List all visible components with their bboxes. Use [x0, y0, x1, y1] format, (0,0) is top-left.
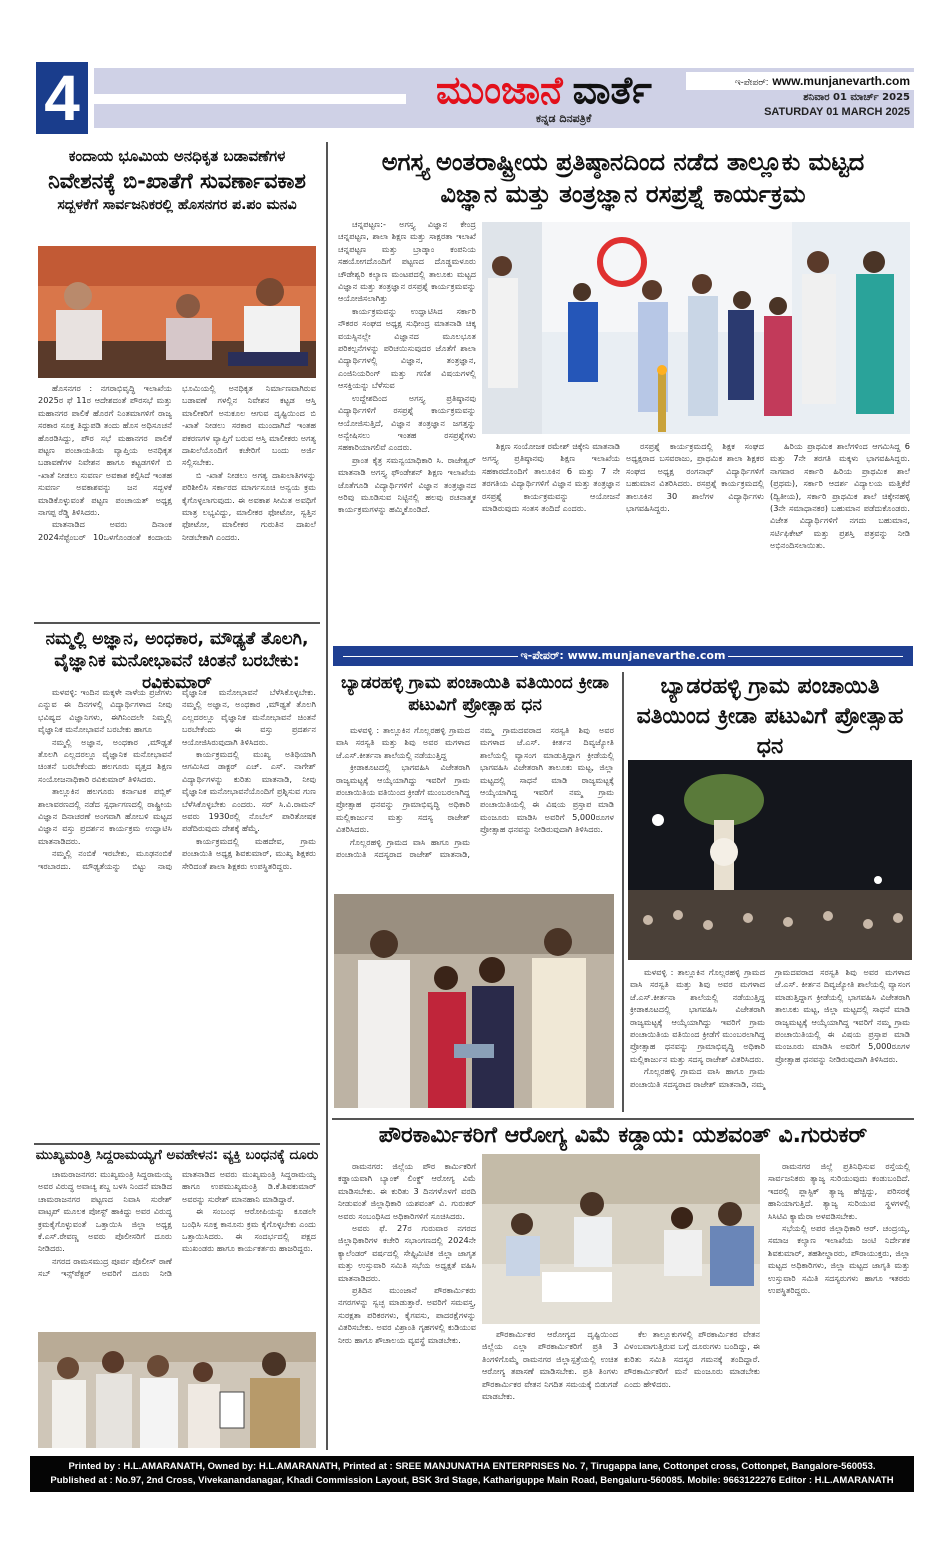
imprint-line-printed: Printed by : H.L.AMARANATH, Owned by: H.L.AMARANATH, Printed at : SREE MANJUNATHA ENTERPRISES No. 7, Tirugappa lane, Cottonpet cross, Cottonpet, Bangalore-560053. — [68, 1461, 876, 1472]
article-subhead: ಸದ್ಬಳಕೆಗೆ ಸಾರ್ವಜನಿಕರಲ್ಲಿ ಹೊಸನಗರ ಪ.ಪಂ ಮನವಿ — [57, 197, 297, 214]
article-body-col2 — [482, 1328, 618, 1450]
article-paragraph: ತಾಲ್ಲೂಕಿನ ಹಲಗೂರು ಕರ್ನಾಟಕ ಪಬ್ಲಿಕ್ ಶಾಲಾವರಣದಲ್ಲಿ ನಡೆದ ಸ್ಪರ್ಧಾಗಣದಲ್ಲಿ ರಾಷ್ಟ್ರೀಯ ವಿಜ್ಞಾನ ದಿನಾಚರಣೆ ಅಂಗವಾಗಿ ಹೋಬಳಿ ಮಟ್ಟದ ವಿಜ್ಞಾನ ವಸ್ತು ಪ್ರದರ್ಶನ ಕಾರ್ಯಕ್ರಮ ಉದ್ಘಾಟಿಸಿ ಮಾತನಾಡಿದರು. — [38, 786, 172, 846]
article-photo — [334, 894, 614, 1108]
article-paragraph: ಮಳವಳ್ಳಿ : ತಾಲ್ಲೂಕಿನ ಗೊಲ್ಲರಹಳ್ಳಿ ಗ್ರಾಮದ ವಾಸಿ ಸರಸ್ವತಿ ಮತ್ತು ಶಿವು ಅವರ ಮಗಳಾದ ಜೆ.ಎಸ್.ಕೀರ್ತನಾ ಶಾಲೆಯಲ್ಲಿ ನಡೆಯುತ್ತಿದ್ದ ಕ್ರೀಡಾಕೂಟದಲ್ಲಿ ಭಾಗವಹಿಸಿ ವಿಜೇತರಾಗಿ ರಾಜ್ಯಮಟ್ಟಕ್ಕೆ ಆಯ್ಕೆಯಾಗಿದ್ದು ಇವರಿಗೆ ಗ್ರಾಮ ಪಂಚಾಯಿತಿಯ ವತಿಯಿಂದ ಕ್ರೀಡೆಗೆ ಮುಂಬರಲಾಗಿದ್ದ ಪ್ರೋತ್ಸಾಹ ಧನವನ್ನು ಗ್ರಾಮಾಭಿವೃದ್ಧಿ ಅಧಿಕಾರಿ ಮಲ್ಲಿಕಾರ್ಜುನ ಮತ್ತು ಸದಸ್ಯ ರಾಜೇಶ್ ವಿತರಿಸಿದರು. — [630, 967, 765, 1064]
article-paragraph: ನಮ್ಮಲ್ಲಿ ನಂಬಿಕೆ ಇರಬೇಕು, ಮೂಢನಂಬಿಕೆ ಇರಬಾರದು. ಮೌಢ್ಯತೆಯನ್ನು ಬಿಟ್ಟು ನಾವು ವೈಜ್ಞಾನಿಕ ಮನೋಭಾವನೆ ಬೆಳೆಸಿಕೊಳ್ಳಬೇಕು. ನಮ್ಮಲ್ಲಿ ಅಜ್ಞಾನ, ಅಂಧಕಾರ ,ಮೌಢ್ಯತೆ ತೊಲಗಿ ಎಲ್ಲದರಲ್ಲೂ ವೈಜ್ಞಾನಿಕ ಮನೋಭಾವನೆ ಚಿಂತನೆ ಬರಬೇಕೆಂದು ಈ ವಸ್ತು ಪ್ರದರ್ಶನ ಆಯೋಜಿಸಿರುವುದಾಗಿ ತಿಳಿಸಿದರು. — [38, 687, 316, 871]
article-paragraph: ಶಿಕ್ಷಣ ಸಂಯೋಜಕ ರಮೇಶ್ ಚಿಕ್ಕೇನಿ ಮಾತನಾಡಿ ಅಗಸ್ತ್ಯ ಪ್ರತಿಷ್ಠಾನವು ಶಿಕ್ಷಣ ಇಲಾಖೆಯ ಸಹಕಾರದೊಂದಿಗೆ ತಾಲೂಕಿನ 6 ಮತ್ತು 7 ನೇ ತರಗತಿಯ ವಿದ್ಯಾರ್ಥಿಗಳಿಗೆ ವಿಜ್ಞಾನ ಮತ್ತು ತಂತ್ರಜ್ಞಾನ ರಸಪ್ರಶ್ನೆ ಕಾರ್ಯಕ್ರಮವನ್ನು ಆಯೋಜನೆ ಮಾಡಿರುವುದು ಸಂತಸ ತಂದಿದೆ ಎಂದರು. — [482, 441, 620, 514]
masthead — [36, 62, 914, 136]
band-url[interactable]: www.munjanevarthe.com — [567, 649, 726, 662]
epaper-prefix: ಇ-ಪೇಪರ್: — [734, 77, 769, 87]
article-siddaramaiah — [34, 1146, 320, 1450]
article-body — [336, 724, 614, 892]
article-ravikumar — [34, 626, 320, 1141]
article-kicker — [332, 672, 618, 716]
article-headline: ಅಗಸ್ತ್ಯ ಅಂತರಾಷ್ಟ್ರೀಯ ಪ್ರತಿಷ್ಠಾನದಿಂದ ನಡೆದ ತಾಲ್ಲೂಕು ಮಟ್ಟದ ವಿಜ್ಞಾನ ಮತ್ತು ತಂತ್ರಜ್ಞಾನ ರಸಪ್ರಶ್ನೆ ಕಾರ್ಯಕ್ರಮ — [381, 148, 865, 208]
article-paragraph: ಬಿ -ಖಾತೆ ನೀಡಲು ಅಗತ್ಯ ದಾಖಲಾತಿಗಳನ್ನು ಪರಿಶೀಲಿಸಿ ಸರ್ಕಾರದ ಮಾರ್ಗಸೂಚಿ ಅನ್ವಯ ಕ್ರಮ ಕೈಗೊಳ್ಳಲಾಗುವುದು. ಈ ಅವಕಾಶ ಸೀಮಿತ ಅವಧಿಗೆ ಮಾತ್ರ ಲಭ್ಯವಿದ್ದು, ಮಾಲೀಕರ ಫೋಟೋ, ಸ್ವತ್ತಿನ ಫೋಟೋ, ಮಾಲೀಕರ ಗುರುತಿನ ದಾಖಲೆ ನೀಡಬೇಕಾಗಿ ಎಂದರು. — [182, 469, 316, 542]
section-divider — [34, 622, 320, 624]
article-photo — [38, 246, 316, 378]
article-byadarahalli-large — [626, 672, 914, 1112]
article-body-col4 — [770, 440, 910, 640]
article-body-col1 — [338, 1160, 476, 1450]
article-headline: ಬ್ಯಾಡರಹಳ್ಳಿ ಗ್ರಾಮ ಪಂಚಾಯಿತಿ ವತಿಯಿಂದ ಕ್ರೀಡಾ ಪಟುವಿಗೆ ಪ್ರೋತ್ಸಾಹ ಧನ — [636, 674, 904, 759]
article-headline: ನಿವೇಶನಕ್ಕೆ ಬಿ-ಖಾತೆಗೆ ಸುವರ್ಣಾವಕಾಶ — [48, 169, 306, 194]
article-paragraph: ಹಿರಿಯ ಪ್ರಾಥಮಿಕ ಶಾಲೆಗಳಿಂದ ಆಗಮಿಸಿದ್ದ 6 ಮತ್ತು 7ನೇ ತರಗತಿ ಮಕ್ಕಳು ಭಾಗವಹಿಸಿದ್ದರು. ನಾಗವಾರ ಸರ್ಕಾರಿ ಹಿರಿಯ ಪ್ರಾಥಮಿಕ ಶಾಲೆ (ಪ್ರಥಮ), ಸರ್ಕಾರಿ ಆದರ್ಶ ವಿದ್ಯಾಲಯ ಮತ್ತಿಕೆರೆ (ದ್ವಿತೀಯ), ಸರ್ಕಾರಿ ಪ್ರಾಥಮಿಕ ಶಾಲೆ ಚಿಕ್ಕೇನಹಳ್ಳಿ (3ನೇ ಸಮಾಧಾನಕರ) ಬಹುಮಾನ ಪಡೆದುಕೊಂಡರು. ವಿಜೇತ ವಿದ್ಯಾರ್ಥಿಗಳಿಗೆ ನಗದು ಬಹುಮಾನ, ಸರ್ಟಿಫಿಕೇಟ್ ಮತ್ತು ಪ್ರಶಸ್ತಿ ಪತ್ರವನ್ನು ನೀಡಿ ಅಭಿನಂದಿಸಲಾಯಿತು. — [770, 441, 910, 551]
award-handover-photo — [334, 894, 614, 1108]
date-english: SATURDAY 01 MARCH 2025 — [764, 106, 910, 118]
section-divider — [34, 1143, 320, 1145]
article-paragraph: ನಮ್ಮಲ್ಲಿ ಅಜ್ಞಾನ, ಅಂಧಕಾರ ,ಮೌಢ್ಯತೆ ತೊಲಗಿ ಎಲ್ಲದರಲ್ಲೂ ವೈಜ್ಞಾನಿಕ ಮನೋಭಾವನೆ ಚಿಂತನೆ ಬರಬೇಕೆಂದು ಹಲಗೂರು ವೃತ್ತದ ಶಿಕ್ಷಣ ಸಂಯೋಜನಾಧಿಕಾರಿ ರವಿಕುಮಾರ್ ತಿಳಿಸಿದರು. — [38, 736, 172, 784]
section-divider — [332, 1118, 914, 1120]
article-paragraph: ರಾಮನಗರ ಜಿಲ್ಲೆ ಪ್ರತಿನಿಧಿಸುವ ರಸ್ತೆಯಲ್ಲಿ ಸಾರ್ವಜನಿಕರು ತ್ಯಾಜ್ಯ ಸುರಿಯುವುದು ಕಂಡುಬಂದಿದೆ. ಇದರಲ್ಲಿ ಪ್ಲಾಸ್ಟಿಕ್ ತ್ಯಾಜ್ಯ ಹೆಚ್ಚಿದ್ದು, ಪರಿಸರಕ್ಕೆ ಹಾನಿಯಾಗುತ್ತಿದೆ. ತ್ಯಾಜ್ಯ ಸುರಿಯುವ ಸ್ಥಳಗಳಲ್ಲಿ ಸಿಸಿಟಿವಿ ಕ್ಯಾಮೆರಾ ಅಳವಡಿಸಬೇಕು. — [768, 1161, 910, 1221]
date-kannada: ಶನಿವಾರ 01 ಮಾರ್ಚ್ 2025 — [803, 92, 910, 103]
article-paragraph: ಅವರು ಫೆ. 27ರ ಗುರುವಾರ ನಗರದ ಜಿಲ್ಲಾಧಿಕಾರಿಗಳ ಕಚೇರಿ ಸಭಾಂಗಣದಲ್ಲಿ 2024ನೇ ಕ್ಯಾಲೆಂಡರ್ ವರ್ಷದಲ್ಲಿ ಸೇಫ್ಟಿಮಿಟಿಕ ಜಿಲ್ಲಾ ಜಾಗೃತ ಮತ್ತು ಉಸ್ತುವಾರಿ ಸಮಿತಿ ಸಭೆಯ ಅಧ್ಯಕ್ಷತೆ ವಹಿಸಿ ಮಾತನಾಡಿದರು. — [338, 1223, 476, 1283]
band-prefix: ಇ-ಪೇಪರ್: — [520, 649, 564, 662]
article-body — [38, 382, 316, 610]
article-agastya — [332, 142, 914, 642]
article-paragraph: ರಾಮನಗರ: ಜಿಲ್ಲೆಯ ಪೌರ ಕಾರ್ಮಿಕರಿಗೆ ಕಡ್ಡಾಯವಾಗಿ ಬ್ಯಾಂಕ್ ಲಿಂಕ್ಡ್ ಆರೋಗ್ಯ ವಿಮೆ ಮಾಡಿಸಬೇಕು. ಈ ಕುರಿತು 3 ದಿನಗಳೊಳಗೆ ವರದಿ ನೀಡುವಂತೆ ಜಿಲ್ಲಾಧಿಕಾರಿ ಯಶವಂತ್ ವಿ. ಗುರುಕರ್ ಅವರು ಸಂಬಂಧಿಸಿದ ಅಧಿಕಾರಿಗಳಿಗೆ ಸೂಚಿಸಿದರು. — [338, 1161, 476, 1221]
article-paragraph: ಪ್ರತಿದಿನ ಮುಂಜಾನೆ ಪೌರಕಾರ್ಮಿಕರು ನಗರಗಳನ್ನು ಸ್ವಚ್ಛ ಮಾಡುತ್ತಾರೆ. ಅವರಿಗೆ ಸಮವಸ್ತ್ರ, ಸುರಕ್ಷತಾ ಪರಿಕರಗಳು, ಕೈಗವಸು, ಪಾದರಕ್ಷೆಗಳನ್ನು ವಿತರಿಸಬೇಕು. ಅವರ ವಿಶ್ರಾಂತಿ ಗೃಹಗಳಲ್ಲಿ ಕುಡಿಯುವ ನೀರು ಹಾಗೂ ಶೌಚಾಲಯ ವ್ಯವಸ್ಥೆ ಮಾಡಬೇಕು. — [338, 1285, 476, 1345]
article-headline: ಪೌರಕಾರ್ಮಿಕರಿಗೆ ಆರೋಗ್ಯ ವಿಮೆ ಕಡ್ಡಾಯ: ಯಶವಂತ್ ವಿ.ಗುರುಕರ್ — [378, 1123, 868, 1148]
article-paragraph: ಹೊಸನಗರ : ನಗರಾಭಿವೃದ್ಧಿ ಇಲಾಖೆಯ 2025ರ ಫೆ 11ರ ಆದೇಶದಂತೆ ಪೌರಸಭೆ ಮತ್ತು ಮಹಾನಗರ ಪಾಲಿಕೆ ಹೊರಗೆ ನಿಂತಮಾಗಳಿಗೆ ರಾಜ್ಯ ಸರಕಾರ ಸೂಕ್ತ ತಿದ್ದುಪಡಿ ತಂದು ಹೊಸ ಅಧಿಸೂಚನೆ ಹೊರಡಿಸಿದ್ದು, ಪೌರ ಸಭೆ ಮಹಾನಗರ ಪಾಲಿಕೆ ಪಟ್ಟಣ ಪಂಚಾಯತಿಯ ವ್ಯಾಪ್ತಿಯ ಅನಧಿಕೃತ ಬಡಾವಣೆಗಳ ನಿವೇಶನ ಹಾಗೂ ಕಟ್ಟಡಗಳಿಗೆ ಬಿ -ಖಾತೆ ನೀಡಲು ಸುವರ್ಣ ಅವಕಾಶ ಕಲ್ಪಿಸಿದೆ ಇಂತಹ ಸುವರ್ಣ ಅವಕಾಶವನ್ನು ಜನ ಸದ್ಬಳಕೆ ಮಾಡಿಕೊಳ್ಳುವಂತೆ ಪಟ್ಟಣ ಪಂಚಾಯತ್ ಅಧ್ಯಕ್ಷ ನಾಗಪ್ಪ ರೆಡ್ಡಿ ತಿಳಿಸಿದರು. — [38, 383, 172, 518]
imprint-line-published: Published at : No.97, 2nd Cross, Vivekanandanagar, Khadi Commission Layout, BSK 3rd Stage, Kathariguppe Main Road, Bengaluru-560085. Mobile: 9663122276 Editor : H.L.AMARANATH — [50, 1475, 894, 1486]
article-paragraph: ಪ್ರಾಂತ ಕೈತ್ರ ಸಮನ್ವಯಾಧಿಕಾರಿ ಸಿ. ರಾಜೇಶ್ವರ್ ಮಾತನಾಡಿ ಅಗಸ್ತ್ಯ ಫೌಂಡೇಶನ್ ಶಿಕ್ಷಣ ಇಲಾಖೆಯ ಜೊತೆಗೂಡಿ ವಿದ್ಯಾರ್ಥಿಗಳಿಗೆ ವಿಜ್ಞಾನ ತಂತ್ರಜ್ಞಾನದ ಅರಿವು ಮೂಡಿಸುವ ನಿಟ್ಟಿನಲ್ಲಿ ಹಲವು ರಚನಾತ್ಮಕ ಕಾರ್ಯಕ್ರಮಗಳನ್ನು ಹಮ್ಮಿಕೊಂಡಿದೆ. — [338, 454, 476, 515]
article-paragraph: ಚಾಮರಾಜನಗರ: ಮುಖ್ಯಮಂತ್ರಿ ಸಿದ್ದರಾಮಯ್ಯ ಅವರ ವಿರುದ್ಧ ಅವಾಚ್ಯ ಶಬ್ದ ಬಳಸಿ ನಿಂದನೆ ಮಾಡಿದ ಚಾಮರಾಜನಗರ ಪಟ್ಟಣದ ನಿವಾಸಿ ಸುರೇಶ್ ವಾಟ್ಸಪ್ ಮೂಲಕ ಪೋಸ್ಟ್ ಹಾಕಿದ್ದು ಅವರ ವಿರುದ್ಧ ಕ್ರಮಕೈಗೊಳ್ಳುವಂತೆ ಒತ್ತಾಯಿಸಿ ಜಿಲ್ಲಾ ಅಧ್ಯಕ್ಷ ಕೆ.ಎಸ್.ರೇವಣ್ಣ ಅವರು ಪೊಲೀಸರಿಗೆ ದೂರು ನೀಡಿದರು. — [38, 1169, 172, 1254]
article-paragraph: ರಸಪ್ರಶ್ನೆ ಕಾರ್ಯಕ್ರಮದಲ್ಲಿ ಶಿಕ್ಷಕ ಸಂಘದ ಅಧ್ಯಕ್ಷರಾದ ಬಸವರಾಜು, ಪ್ರಾಥಮಿಕ ಶಾಲಾ ಶಿಕ್ಷಕರ ಸಂಘದ ಅಧ್ಯಕ್ಷ ರಂಗನಾಥ್ ವಿದ್ಯಾರ್ಥಿಗಳಿಗೆ ಬಹುಮಾನ ವಿತರಿಸಿದರು. ರಸಪ್ರಶ್ನೆ ಕಾರ್ಯಕ್ರಮದಲ್ಲಿ ತಾಲೂಕಿನ 30 ಶಾಲೆಗಳ ವಿದ್ಯಾರ್ಥಿಗಳು ಭಾಗವಹಿಸಿದ್ದರು. — [626, 441, 764, 514]
article-paragraph: ಉದ್ದೇಶದಿಂದ ಅಗಸ್ತ್ಯ ಪ್ರತಿಷ್ಠಾನವು ವಿದ್ಯಾರ್ಥಿಗಳಿಗೆ ರಸಪ್ರಶ್ನೆ ಕಾರ್ಯಕ್ರಮವನ್ನು ಆಯೋಜಿಸುತ್ತಿದೆ, ವಿಜ್ಞಾನ ತಂತ್ರಜ್ಞಾನ ಜಗತ್ತನ್ನು ಅನ್ವೇಷಿಸಲು ಇಂತಹ ರಸಪ್ರಶ್ನೆಗಳು ಸಹಕಾರಿಯಾಗಲಿವೆ ಎಂದರು. — [338, 392, 476, 453]
article-paragraph: ಮಳವಳ್ಳಿ : ತಾಲ್ಲೂಕಿನ ಗೊಲ್ಲರಹಳ್ಳಿ ಗ್ರಾಮದ ವಾಸಿ ಸರಸ್ವತಿ ಮತ್ತು ಶಿವು ಅವರ ಮಗಳಾದ ಜೆ.ಎಸ್.ಕೀರ್ತನಾ ಶಾಲೆಯಲ್ಲಿ ನಡೆಯುತ್ತಿದ್ದ — [336, 725, 470, 760]
article-body-col4 — [768, 1160, 910, 1450]
article-body-col3 — [626, 440, 764, 640]
logo-word-black: ವಾರ್ತೆ — [572, 67, 652, 112]
column-divider — [326, 142, 328, 1450]
article-paragraph: ಕಾರ್ಯಕ್ರಮದಲ್ಲಿ ಮುಖ್ಯ ಅತಿಥಿಯಾಗಿ ಆಗಮಿಸಿದ ಡಾಕ್ಟರ್ ಎಚ್. ಎಸ್. ನಾಗೇಶ್ ವಿದ್ಯಾರ್ಥಿಗಳನ್ನು ಕುರಿತು ಮಾತನಾಡಿ, ನೀವು ವೈಜ್ಞಾನಿಕ ಮನೋಭಾವನೆಯೊಂದಿಗೆ ಪ್ರಶ್ನಿಸುವ ಗುಣ ಬೆಳೆಸಿಕೊಳ್ಳಬೇಕು ಎಂದರು. ಸರ್ ಸಿ.ವಿ.ರಾಮನ್ ಅವರು 1930ರಲ್ಲಿ ನೊಬೆಲ್ ಪಾರಿತೋಷಕ ಪಡೆದಿರುವುದು ದೇಶಕ್ಕೆ ಹೆಮ್ಮೆ. — [182, 749, 316, 834]
column-divider — [622, 672, 624, 1112]
article-body — [38, 1168, 316, 1328]
article-paragraph: ಚನ್ನಪಟ್ಟಣ:- ಅಗಸ್ತ್ಯ ವಿಜ್ಞಾನ ಕೇಂದ್ರ ಚನ್ನಪಟ್ಟಣ, ಶಾಲಾ ಶಿಕ್ಷಣ ಮತ್ತು ಸಾಕ್ಷರತಾ ಇಲಾಖೆ ಚನ್ನಪಟ್ಟಣ ಮತ್ತು ಬ್ರಾಡ್ಕಾಂ ಕಂಪನಿಯ ಸಹಯೋಗದೊಂದಿಗೆ ಪಟ್ಟಣದ ದೊಡ್ಡಮಳೂರು ಚೌಡೇಶ್ವರಿ ಕಲ್ಯಾಣ ಮಂಟಪದಲ್ಲಿ ತಾಲೂಕು ಮಟ್ಟದ ವಿಜ್ಞಾನ ಮತ್ತು ತಂತ್ರಜ್ಞಾನ ರಸಪ್ರಶ್ನೆ ಕಾರ್ಯಕ್ರಮವನ್ನು ಆಯೋಜಿಸಲಾಗಿತ್ತು — [338, 219, 476, 304]
article-photo — [482, 1154, 760, 1324]
article-paragraph: ಕಾರ್ಯಕ್ರಮವನ್ನು ಉದ್ಘಾಟಿಸಿದ ಸರ್ಕಾರಿ ನೌಕರರ ಸಂಘದ ಅಧ್ಯಕ್ಷ ಸುಧೀಂದ್ರ ಮಾತನಾಡಿ ಚಿಕ್ಕ ವಯಸ್ಸಿನಲ್ಲೇ ವಿಜ್ಞಾನದ ಮೂಲಭೂತ ಪರಿಕಲ್ಪನೆಗಳನ್ನು ಪರಿಚಯಿಸುವುದರ ಜೊತೆಗೆ ಶಾಲಾ ವಿದ್ಯಾರ್ಥಿಗಳಲ್ಲಿ ವಿಜ್ಞಾನ, ತಂತ್ರಜ್ಞಾನ, ಎಂಜಿನಿಯರಿಂಗ್ ಮತ್ತು ಗಣಿತ ವಿಷಯಗಳಲ್ಲಿ ಆಸಕ್ತಿಯನ್ನು ಬೆಳೆಸುವ — [338, 305, 476, 391]
article-body-col2 — [482, 440, 620, 640]
police-complaint-photo — [38, 1332, 316, 1448]
masthead-stripe — [94, 94, 406, 104]
article-photo — [38, 1332, 316, 1448]
epaper-band[interactable] — [333, 646, 913, 666]
article-paragraph: ಕ್ರೀಡಾಕೂಟದಲ್ಲಿ ಭಾಗವಹಿಸಿ ವಿಜೇತರಾಗಿ ರಾಜ್ಯಮಟ್ಟಕ್ಕೆ ಆಯ್ಕೆಯಾಗಿದ್ದು ಇವರಿಗೆ ಗ್ರಾಮ ಪಂಚಾಯಿತಿಯ ವತಿಯಿಂದ ಕ್ರೀಡೆಗೆ ಮುಂಬರಲಾಗಿದ್ದ ಪ್ರೋತ್ಸಾಹ ಧನವನ್ನು ಗ್ರಾಮಾಭಿವೃದ್ಧಿ ಅಧಿಕಾರಿ ಮಲ್ಲಿಕಾರ್ಜುನ ಮತ್ತು ಸದಸ್ಯ ರಾಜೇಶ್ ವಿತರಿಸಿದರು. — [336, 762, 470, 835]
article-photo — [628, 760, 912, 960]
epaper-url[interactable] — [686, 72, 914, 90]
article-paragraph: ಸಭೆಯಲ್ಲಿ ಅಪರ ಜಿಲ್ಲಾಧಿಕಾರಿ ಆರ್. ಚಂದ್ರಯ್ಯ, ಸಮಾಜ ಕಲ್ಯಾಣ ಇಲಾಖೆಯ ಜಂಟಿ ನಿರ್ದೇಶಕ ಶಿವಕುಮಾರ್, ತಹಶೀಲ್ದಾರರು, ಪೌರಾಯುಕ್ತರು, ಜಿಲ್ಲಾ ಮಟ್ಟದ ಅಧಿಕಾರಿಗಳು, ಜಿಲ್ಲಾ ಮಟ್ಟದ ಜಾಗೃತಿ ಮತ್ತು ಉಸ್ತುವಾರಿ ಸಮಿತಿ ಸದಸ್ಯರುಗಳು ಹಾಗೂ ಇತರರು ಉಪಸ್ಥಿತರಿದ್ದರು. — [768, 1223, 910, 1296]
article-paragraph: ಮಳವಳ್ಳಿ: ಇಂದಿನ ಮಕ್ಕಳೇ ನಾಳೆಯ ಪ್ರಜೆಗಳು ಎನ್ನುವ ಈ ದಿನಗಳಲ್ಲಿ ವಿದ್ಯಾರ್ಥಿಗಳಾದ ನೀವು ಭವಿಷ್ಯದ ವಿಜ್ಞಾನಿಗಳು, ಈಗಿನಿಂದಲೇ ನಿಮ್ಮಲ್ಲಿ ವೈಜ್ಞಾನಿಕ ಮನೋಭಾವನೆ ಬರಬೇಕು ಹಾಗೂ — [38, 687, 172, 735]
newspaper-logo — [436, 67, 652, 112]
article-body — [38, 686, 316, 1141]
article-pourakarmika — [332, 1122, 914, 1452]
article-paragraph: ಗೊಲ್ಲರಹಳ್ಳಿ ಗ್ರಾಮದ ವಾಸಿ ಹಾಗೂ ಗ್ರಾಮ ಪಂಚಾಯಿತಿ ಸದಸ್ಯರಾದ ರಾಜೇಶ್ ಮಾತನಾಡಿ, ನಮ್ಮ ಗ್ರಾಮದವರಾದ ಸರಸ್ವತಿ ಶಿವು ಅವರ ಮಗಳಾದ ಜೆ.ಎಸ್. ಕೀರ್ತನ ದಿವ್ಯಜ್ಯೋತಿ ಶಾಲೆಯಲ್ಲಿ ವ್ಯಾಸಂಗ ಮಾಡುತ್ತಿದ್ದಾಗ ಕ್ರೀಡೆಯಲ್ಲಿ ಭಾಗವಹಿಸಿ ವಿಜೇತರಾಗಿ ತಾಲೂಕು ಮಟ್ಟ, ಜಿಲ್ಲಾ ಮಟ್ಟದಲ್ಲಿ ಸಾಧನೆ ಮಾಡಿ ರಾಜ್ಯಮಟ್ಟಕ್ಕೆ ಆಯ್ಕೆಯಾಗಿದ್ದ ಇವರಿಗೆ ನಮ್ಮ ಗ್ರಾಮ ಪಂಚಾಯಿತಿಯಲ್ಲಿ ಈ ವಿಷಯ ಪ್ರಸ್ತಾಪ ಮಾಡಿ ಮಂಜೂರು ಮಾಡಿಸಿ ಅವರಿಗೆ 5,000ರೂಗಳ ಪ್ರೋತ್ಸಾಹ ಧನವನ್ನು ನೀಡಿರುವುದಾಗಿ ತಿಳಿಸಿದರು. — [336, 725, 614, 860]
office-meeting-photo — [38, 246, 316, 378]
lamp-lighting-photo — [482, 222, 910, 434]
article-byadarahalli-small — [332, 672, 618, 1112]
imprint-footer — [30, 1456, 914, 1492]
page-number: 4 — [36, 62, 88, 134]
article-body-col3 — [624, 1328, 760, 1450]
article-paragraph: ಪೌರಕಾರ್ಮಿಕರ ಆರೋಗ್ಯದ ದೃಷ್ಟಿಯಿಂದ ಜಿಲ್ಲೆಯ ಎಲ್ಲಾ ಪೌರಕಾರ್ಮಿಕರಿಗೆ ಪ್ರತಿ 3 ತಿಂಗಳಿಗೊಮ್ಮೆ ರಾಮನಗರ ಜಿಲ್ಲಾಸ್ಪತ್ರೆಯಲ್ಲಿ ಉಚಿತ ಆರೋಗ್ಯ ತಪಾಸಣೆ ಮಾಡಿಸಬೇಕು. ಪ್ರತಿ ತಿಂಗಳು ಪೌರಕಾರ್ಮಿಕರ ವೇತನ ನಿಗದಿತ ಸಮಯಕ್ಕೆ ಬಿಡುಗಡೆ ಮಾಡಬೇಕು. — [482, 1329, 618, 1402]
article-paragraph: ಈ ಸಂಬಂಧ ಆರೋಪಿಯನ್ನು ಕೂಡಲೇ ಬಂಧಿಸಿ ಸೂಕ್ತ ಕಾನೂನು ಕ್ರಮ ಕೈಗೊಳ್ಳಬೇಕು ಎಂದು ಒತ್ತಾಯಿಸಿದರು. ಈ ಸಂದರ್ಭದಲ್ಲಿ ಪಕ್ಷದ ಮುಖಂಡರು ಹಾಗೂ ಕಾರ್ಯಕರ್ತರು ಹಾಜರಿದ್ದರು. — [182, 1206, 316, 1254]
website-link[interactable]: www.munjanevarth.com — [772, 74, 910, 88]
logo-word-red: ಮುಂಜಾನೆ — [436, 67, 563, 112]
band-line-right — [728, 656, 903, 657]
article-paragraph: ನಗರದ ರಾಮಸಮುದ್ರ ಪೂರ್ವ ಪೊಲೀಸ್ ಠಾಣೆ ಸಬ್ ಇನ್ಸ್‌ಪೆಕ್ಟರ್ ಅವರಿಗೆ ದೂರು ನೀಡಿ ಮಾತನಾಡಿದ ಅವರು ಮುಖ್ಯಮಂತ್ರಿ ಸಿದ್ದರಾಮಯ್ಯ ಹಾಗೂ ಉಪಮುಖ್ಯಮಂತ್ರಿ ಡಿ.ಕೆ.ಶಿವಕುಮಾರ್ ಅವರನ್ನು ಸುರೇಶ್ ಮಾನಹಾನಿ ಮಾಡಿದ್ದಾರೆ. — [38, 1169, 316, 1279]
article-paragraph: ಗೊಲ್ಲರಹಳ್ಳಿ ಗ್ರಾಮದ ವಾಸಿ ಹಾಗೂ ಗ್ರಾಮ ಪಂಚಾಯಿತಿ ಸದಸ್ಯರಾದ ರಾಜೇಶ್ ಮಾತನಾಡಿ, ನಮ್ಮ ಗ್ರಾಮದವರಾದ ಸರಸ್ವತಿ ಶಿವು ಅವರ ಮಗಳಾದ ಜೆ.ಎಸ್. ಕೀರ್ತನ ದಿವ್ಯಜ್ಯೋತಿ ಶಾಲೆಯಲ್ಲಿ ವ್ಯಾಸಂಗ ಮಾಡುತ್ತಿದ್ದಾಗ ಕ್ರೀಡೆಯಲ್ಲಿ ಭಾಗವಹಿಸಿ ವಿಜೇತರಾಗಿ ತಾಲೂಕು ಮಟ್ಟ, ಜಿಲ್ಲಾ ಮಟ್ಟದಲ್ಲಿ ಸಾಧನೆ ಮಾಡಿ ರಾಜ್ಯಮಟ್ಟಕ್ಕೆ ಆಯ್ಕೆಯಾಗಿದ್ದ ಇವರಿಗೆ ನಮ್ಮ ಗ್ರಾಮ ಪಂಚಾಯಿತಿಯಲ್ಲಿ ಈ ವಿಷಯ ಪ್ರಸ್ತಾಪ ಮಾಡಿ ಮಂಜೂರು ಮಾಡಿಸಿ ಅವರಿಗೆ 5,000ರೂಗಳ ಪ್ರೋತ್ಸಾಹ ಧನವನ್ನು ನೀಡಿರುವುದಾಗಿ ತಿಳಿಸಿದರು. — [630, 967, 910, 1089]
article-paragraph: ಕಾರ್ಯಕ್ರಮದಲ್ಲಿ ಮಹದೇವ, ಗ್ರಾಮ ಪಂಚಾಯಿತಿ ಅಧ್ಯಕ್ಷ ಶಿವಕುಮಾರ್, ಮುಖ್ಯ ಶಿಕ್ಷಕರು ಸೇರಿದಂತೆ ಶಾಲಾ ಶಿಕ್ಷಕರು ಉಪಸ್ಥಿತರಿದ್ದರು. — [182, 835, 316, 871]
article-headline: ಮುಖ್ಯಮಂತ್ರಿ ಸಿದ್ದರಾಮಯ್ಯಗೆ ಅವಹೇಳನ: ವ್ಯಕ್ತಿ ಬಂಧನಕ್ಕೆ ದೂರು — [35, 1147, 319, 1163]
article-photo — [482, 222, 910, 434]
article-headline: ನಮ್ಮಲ್ಲಿ ಅಜ್ಞಾನ, ಅಂಧಕಾರ, ಮೌಢ್ಯತೆ ತೊಲಗಿ, ವೈಜ್ಞಾನಿಕ ಮನೋಭಾವನೆ ಚಿಂತನೆ ಬರಬೇಕು: ರವಿಕುಮಾರ್ — [45, 629, 309, 693]
festival-crowd-photo — [628, 760, 912, 960]
article-paragraph: ಮಾತನಾಡಿದ ಅವರು ದಿನಾಂಕ 2024ಸೆಪ್ಟೆಂಬರ್ 10ಒಳಗೊಂಡಂತೆ ಕಂದಾಯ ಭೂಮಿಯಲ್ಲಿ ಅನಧಿಕೃತ ನಿರ್ಮಾಣವಾಗಿರುವ ಬಡಾವಣೆ ಗಳಲ್ಲಿನ ನಿವೇಶನ ಕಟ್ಟಡ ಆಸ್ತಿ ಮಾಲೀಕರಿಗೆ ಅನುಕೂಲ ಆಗುವ ದೃಷ್ಟಿಯಿಂದ ಬಿ -ಖಾತೆ ನೀಡಲು ಸರಕಾರ ಮುಂದಾಗಿದೆ ಇಂತಹ ಪಕರಣಗಳ ವ್ಯಾಪ್ತಿಗೆ ಬರುವ ಆಸ್ತಿ ಮಾಲೀಕರು ಅಗತ್ಯ ದಾಖಲೆಯೊಂದಿಗೆ ಕಚೇರಿಗೆ ಬಂದು ಅರ್ಜಿ ಸಲ್ಲಿಸಬೇಕು. — [38, 383, 316, 542]
official-meeting-photo — [482, 1154, 760, 1324]
band-line-left — [343, 656, 518, 657]
article-body — [630, 966, 910, 1110]
tagline: ಕನ್ನಡ ದಿನಪತ್ರಿಕೆ — [536, 112, 592, 125]
article-b-khata — [34, 142, 320, 612]
article-kicker: ಕಂದಾಯ ಭೂಮಿಯ ಅನಧಿಕೃತ ಬಡಾವಣೆಗಳ — [68, 147, 286, 165]
article-headline: ಬ್ಯಾಡರಹಳ್ಳಿ ಗ್ರಾಮ ಪಂಚಾಯಿತಿ ವತಿಯಿಂದ ಕ್ರೀಡಾ ಪಟುವಿಗೆ ಪ್ರೋತ್ಸಾಹ ಧನ — [340, 673, 610, 715]
article-body-col1 — [338, 218, 476, 638]
article-paragraph: ಕೆಲ ತಾಲ್ಲೂಕುಗಳಲ್ಲಿ ಪೌರಕಾರ್ಮಿಕರ ವೇತನ ವಿಳಂಬವಾಗುತ್ತಿರುವ ಬಗ್ಗೆ ದೂರುಗಳು ಬಂದಿದ್ದು, ಈ ಕುರಿತು ಸಮಿತಿ ಸದಸ್ಯರ ಗಮನಕ್ಕೆ ತಂದಿದ್ದಾರೆ. ಪೌರಕಾರ್ಮಿಕರಿಗೆ ಮನೆ ಮಂಜೂರು ಮಾಡಬೇಕು ಎಂದು ಹೇಳಿದರು. — [624, 1329, 760, 1389]
